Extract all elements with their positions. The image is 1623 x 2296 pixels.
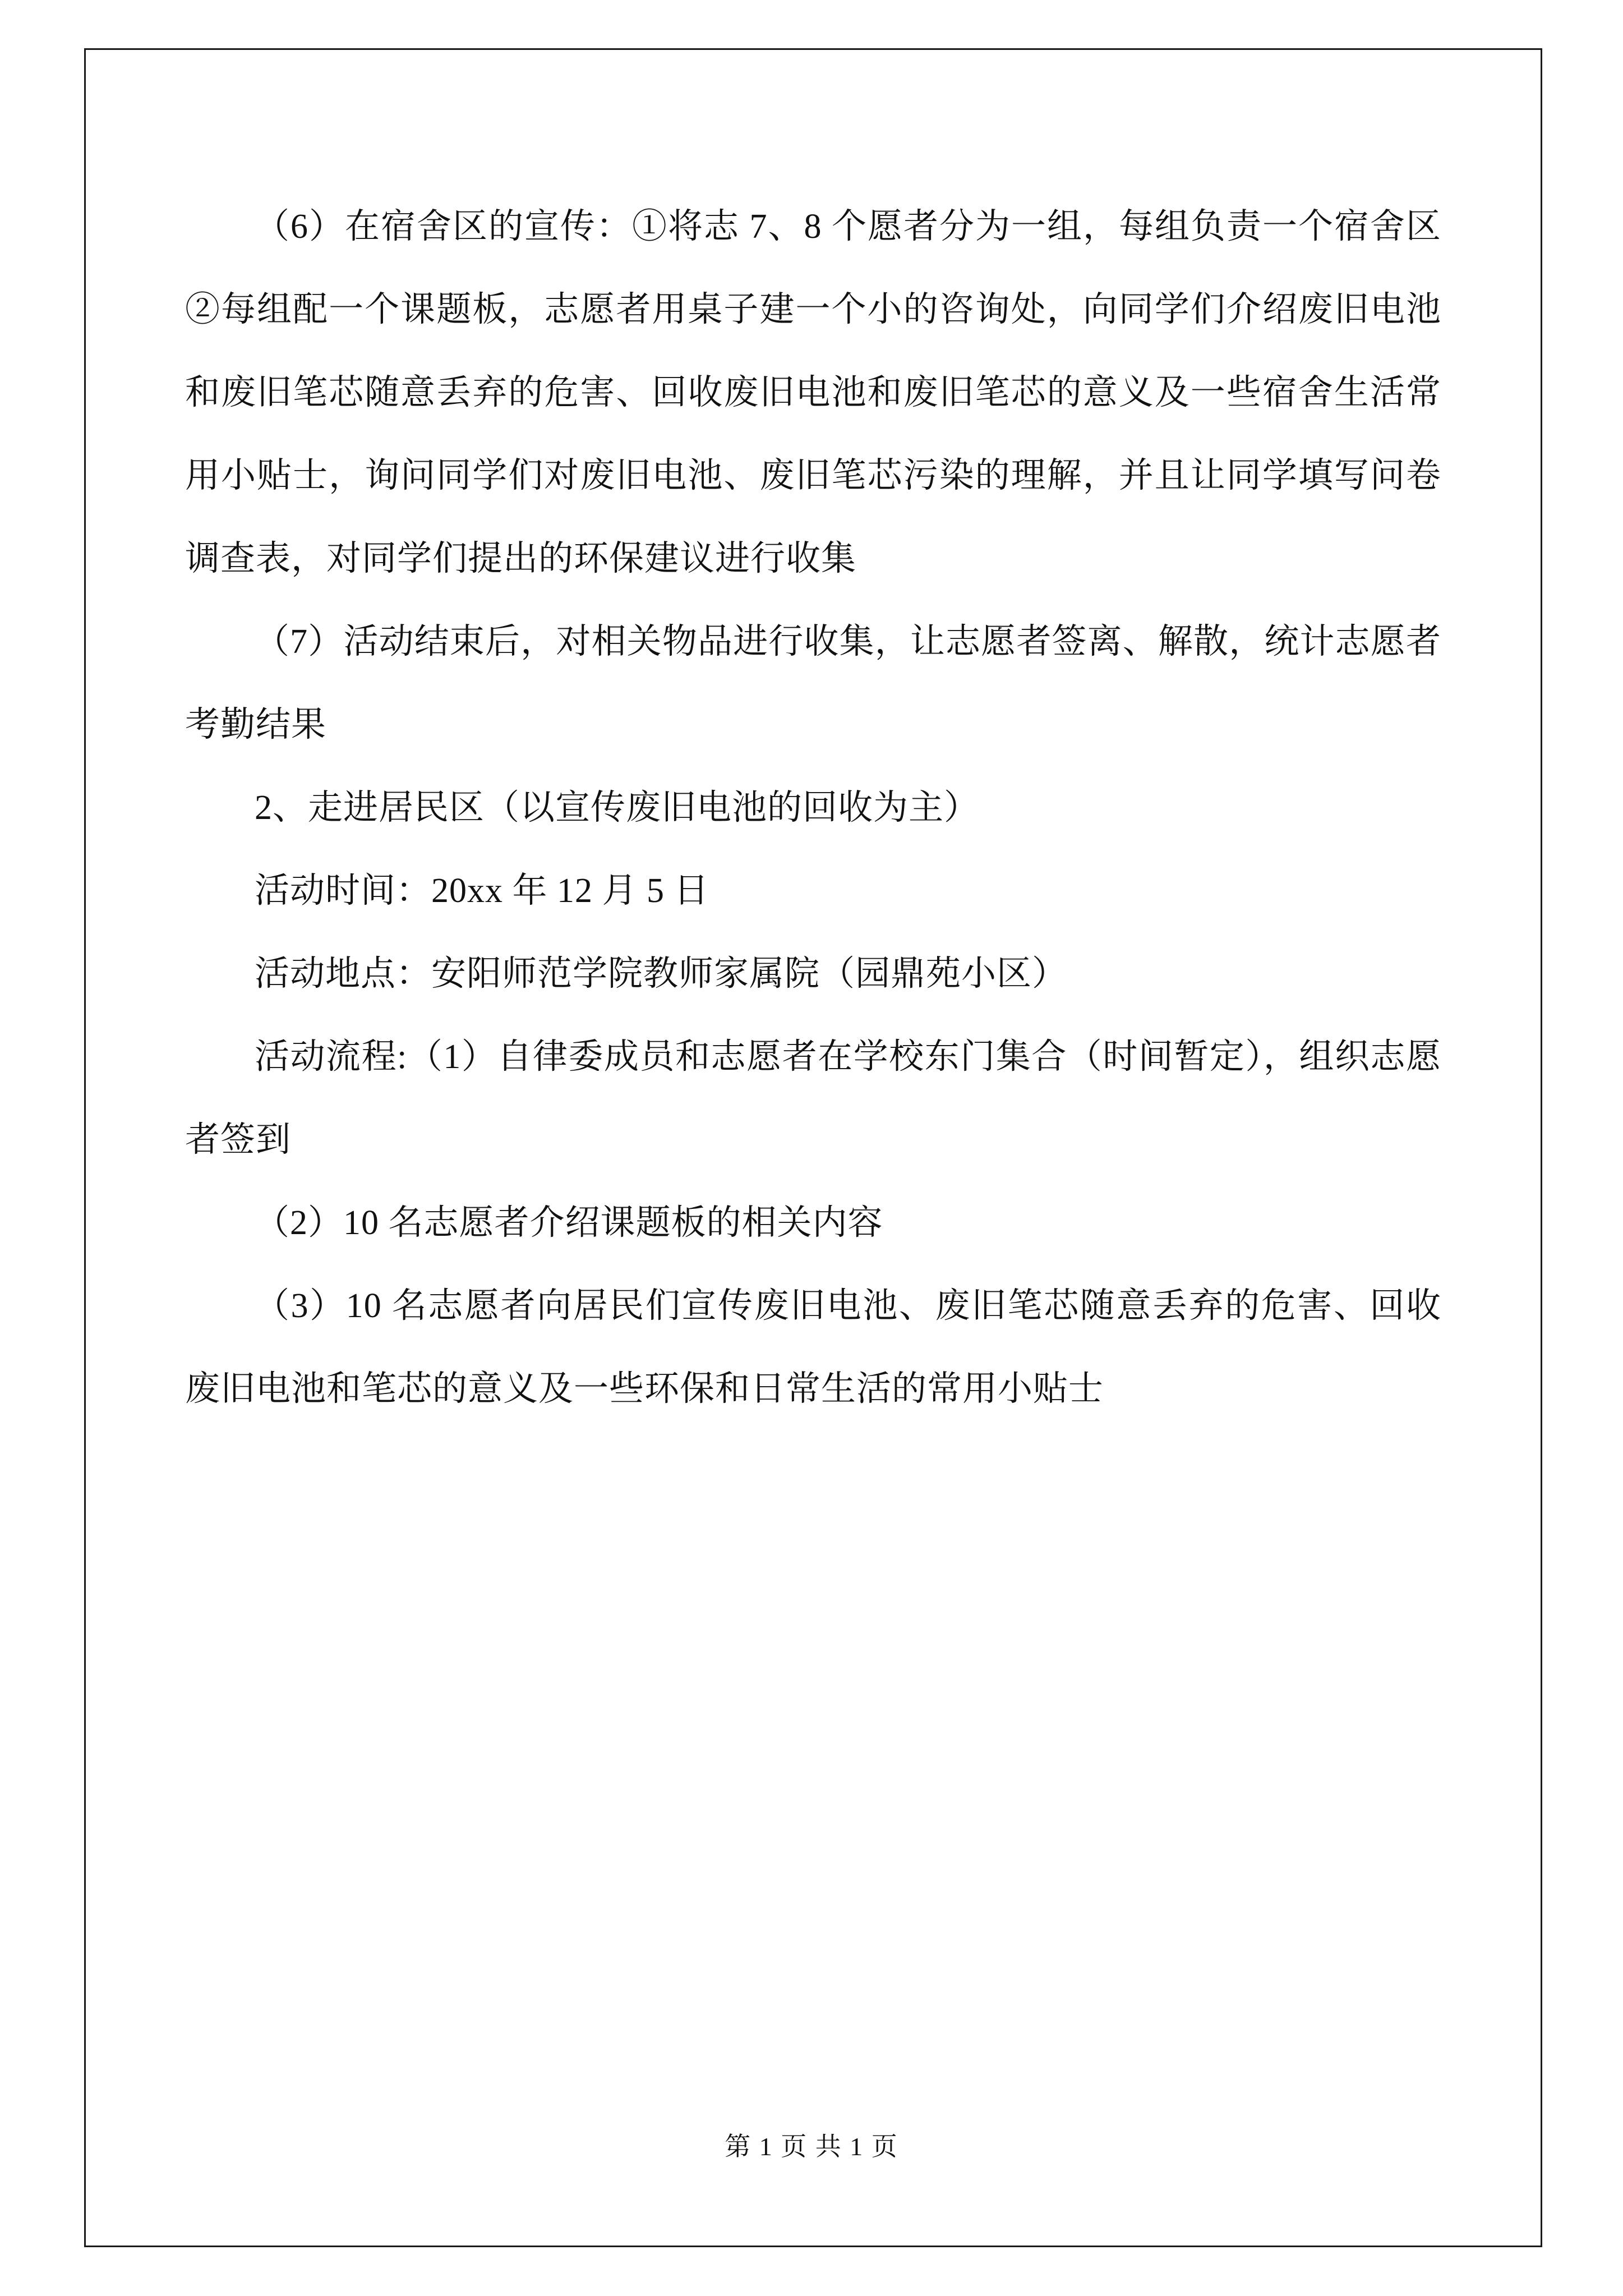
paragraph: （2）10 名志愿者介绍课题板的相关内容 [255,1204,883,1242]
paragraph: 活动时间：20xx 年 12 月 5 日 [255,872,709,910]
paragraph: 2、走进居民区（以宣传废旧电池的回收为主） [255,789,980,827]
paragraph: 活动流程:（1）自律委成员和志愿者在学校东门集合（时间暂定），组织志愿者签到 [185,1038,1441,1159]
paragraph: （6）在宿舍区的宣传：①将志 7、8 个愿者分为一组，每组负责一个宿舍区②每组配一个课题板，志愿者用桌子建一个小的咨询处，向同学们介绍废旧电池和废旧笔芯随意丢弃的危害、回收废旧电池和废旧笔芯的意义及一些宿舍生活常用小贴士，询问同学们对废旧电池、废旧笔芯污染的理解，并且让同学填写问卷调查表，对同学们提出的环保建议进行收集 [185,208,1441,578]
paragraph: （7）活动结束后，对相关物品进行收集，让志愿者签离、解散，统计志愿者考勤结果 [185,623,1441,744]
paragraph: 活动地点：安阳师范学院教师家属院（园鼎苑小区） [255,955,1068,993]
paragraph: （3）10 名志愿者向居民们宣传废旧电池、废旧笔芯随意丢弃的危害、回收废旧电池和笔芯的意义及一些环保和日常生活的常用小贴士 [185,1287,1441,1408]
document-body [185,185,1441,1430]
page-footer: 第 1 页 共 1 页 [725,2132,898,2161]
